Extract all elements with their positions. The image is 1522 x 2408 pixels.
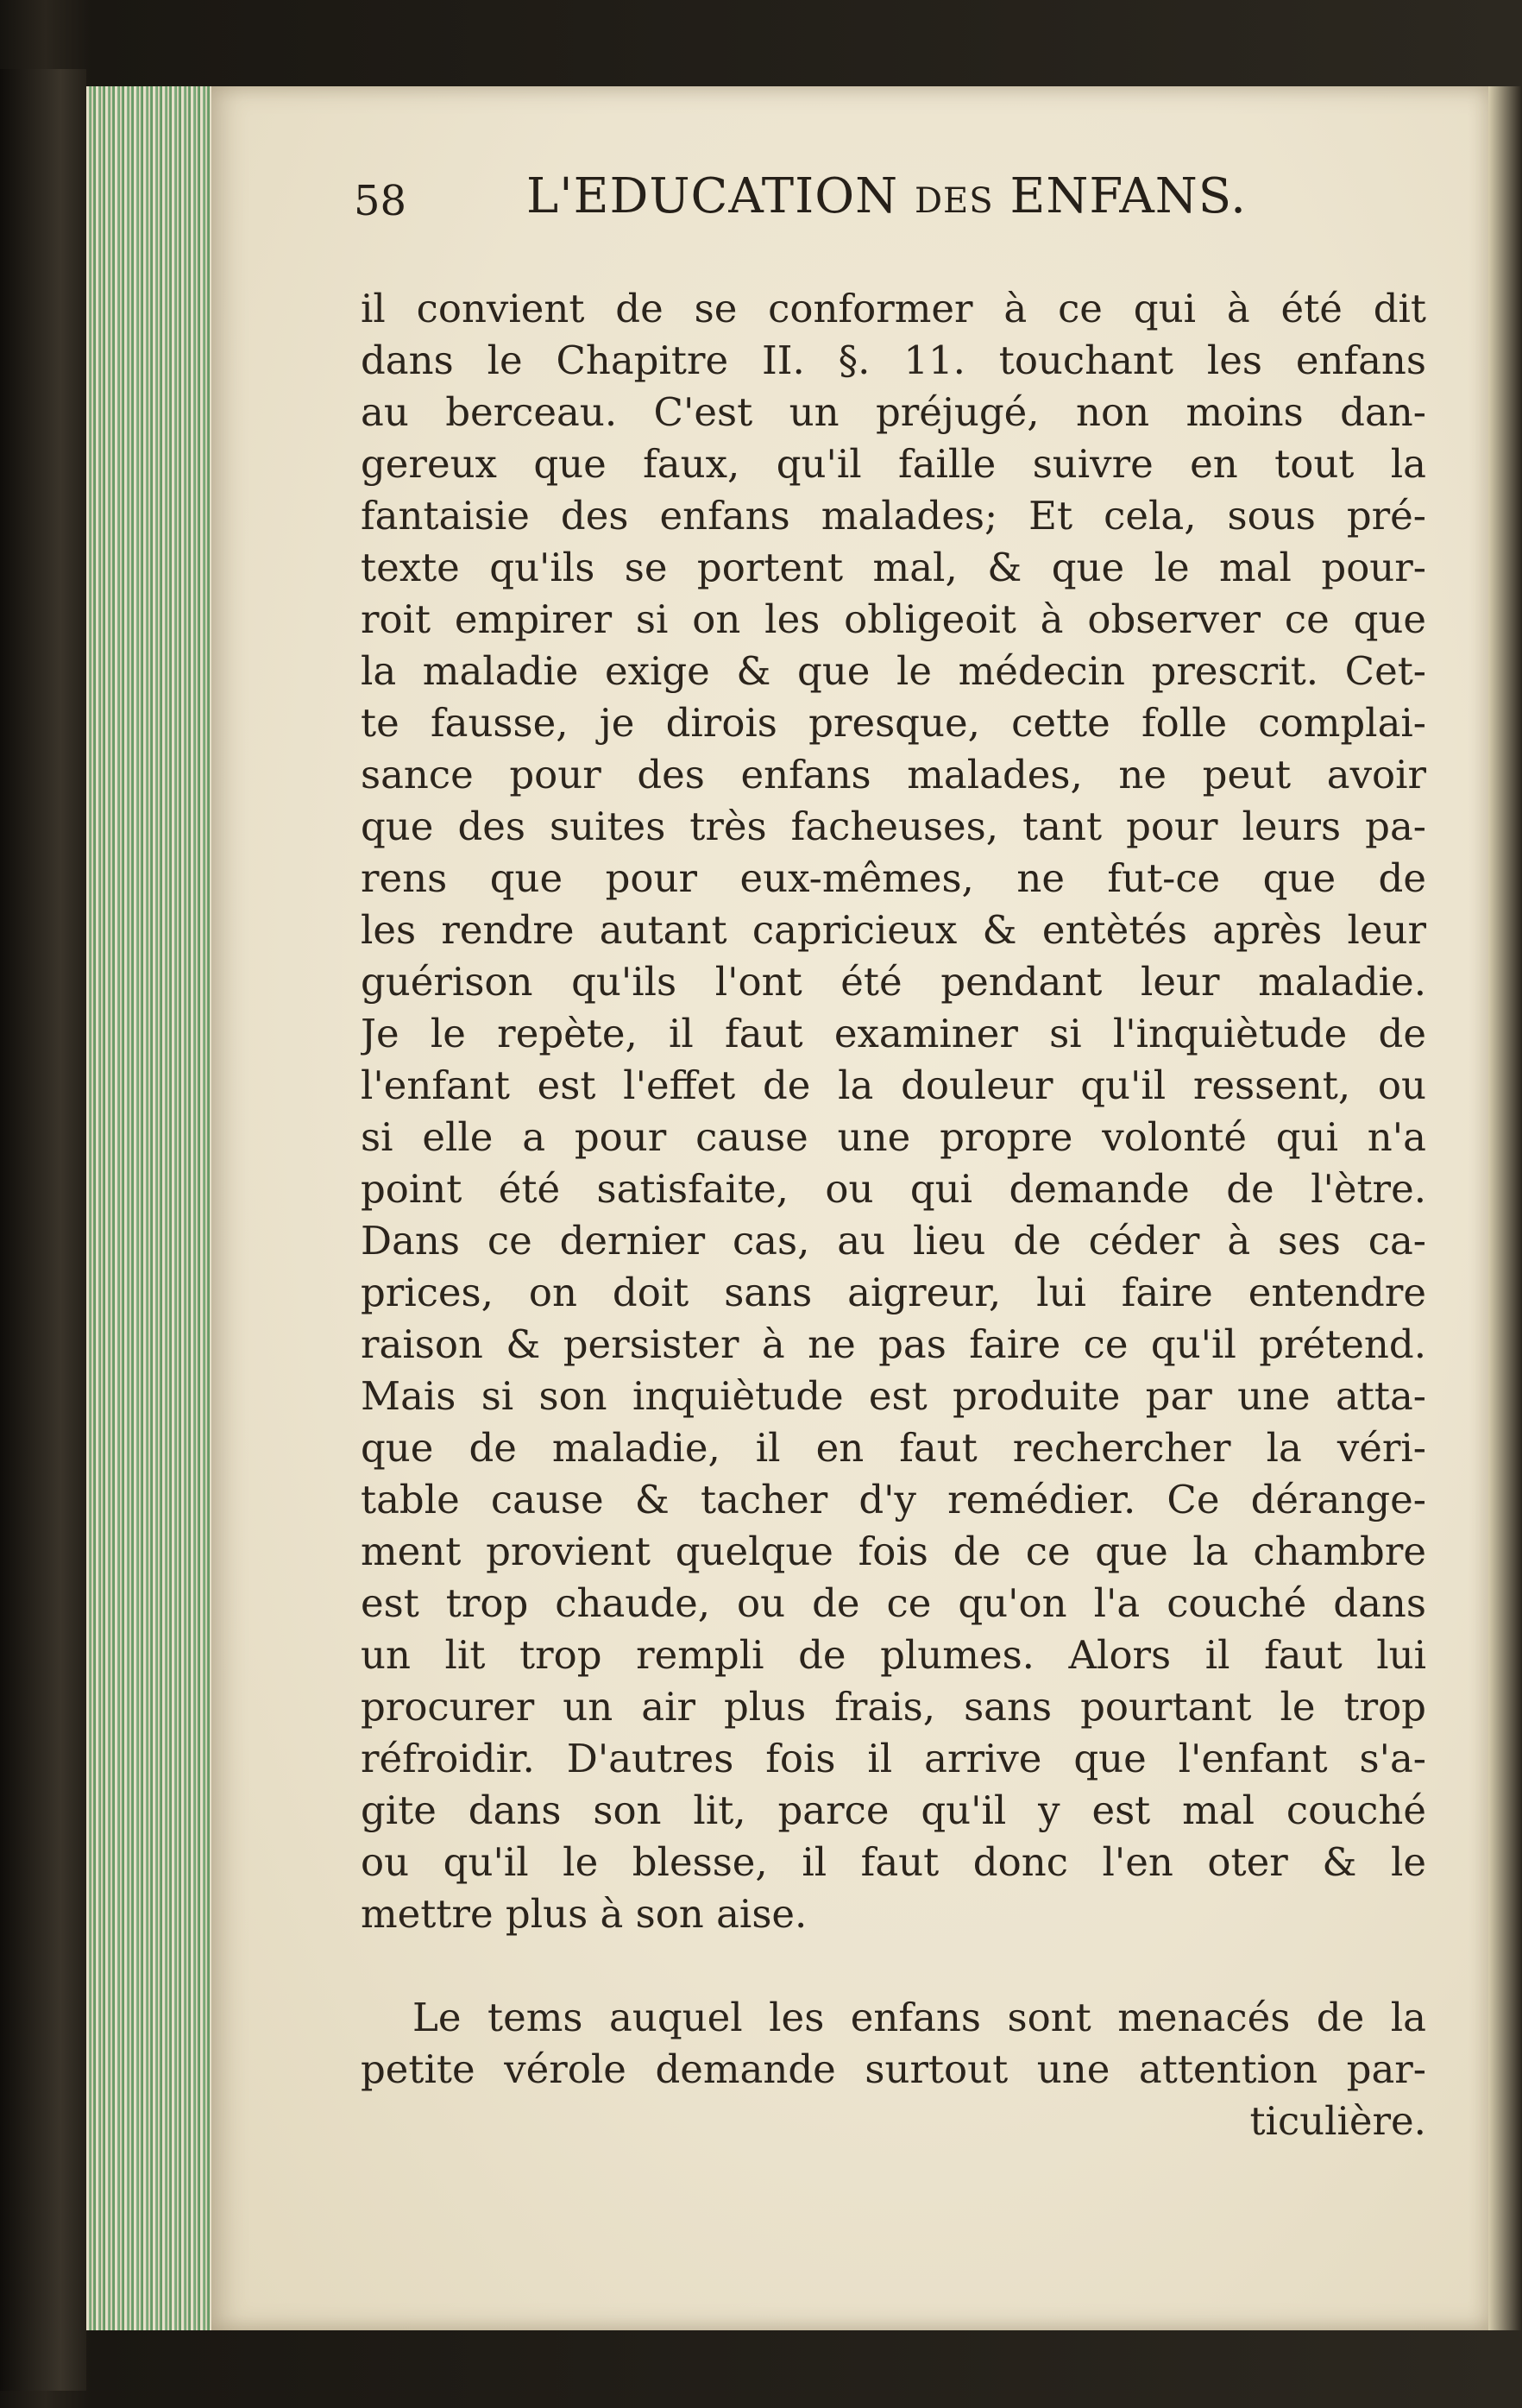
text-line: roit empirer si on les obligeoit à observer ce que [361, 596, 1426, 642]
text-line: est trop chaude, ou de ce qu'on l'a couché dans [361, 1580, 1426, 1626]
text-line: sance pour des enfans malades, ne peut avoir [361, 752, 1426, 797]
text-line: petite vérole demande surtout une attention par- [361, 2046, 1426, 2092]
text-line: texte qu'ils se portent mal, & que le mal pour- [361, 545, 1426, 590]
text-line: gereux que faux, qu'il faille suivre en tout la [361, 441, 1426, 487]
text-line: un lit trop rempli de plumes. Alors il faut lui [361, 1632, 1426, 1678]
text-line: rens que pour eux-mêmes, ne fut-ce que de [361, 855, 1426, 901]
text-line: ticulière. [1249, 2098, 1426, 2144]
text-line: réfroidir. D'autres fois il arrive que l'enfant s'a- [361, 1736, 1426, 1781]
text-line: fantaisie des enfans malades; Et cela, sous pré- [361, 493, 1426, 539]
paragraph-1 [361, 283, 1426, 1940]
page-edges [86, 86, 214, 2330]
text-line: Le tems auquel les enfans sont menacés de la [412, 1995, 1426, 2040]
text-line: te fausse, je dirois presque, cette folle complai- [361, 700, 1426, 746]
paragraph-gap [361, 1940, 1426, 1992]
text-line: les rendre autant capricieux & entètés après leur [361, 907, 1426, 953]
text-line: que de maladie, il en faut rechercher la véri- [361, 1425, 1426, 1471]
paragraph-2 [361, 1992, 1426, 2147]
text-line: guérison qu'ils l'ont été pendant leur maladie. [361, 959, 1426, 1005]
running-title-end: ENFANS. [1009, 168, 1247, 224]
running-title-main: L'EDUCATION [526, 168, 899, 224]
text-line: Mais si son inquiètude est produite par une atta- [361, 1373, 1426, 1419]
text-line: ment provient quelque fois de ce que la chambre [361, 1529, 1426, 1574]
text-line: si elle a pour cause une propre volonté qui n'a [361, 1114, 1426, 1160]
book-cover-edge [0, 69, 86, 2391]
text-line: procurer un air plus frais, sans pourtant le trop [361, 1684, 1426, 1730]
running-title-small: DES [914, 181, 994, 221]
text-line: mettre plus à son aise. [361, 1891, 808, 1937]
text-line: l'enfant est l'effet de la douleur qu'il ressent, ou [361, 1062, 1426, 1108]
text-line: Dans ce dernier cas, au lieu de céder à ses ca- [361, 1218, 1426, 1264]
text-line: prices, on doit sans aigreur, lui faire entendre [361, 1270, 1426, 1315]
running-title [526, 168, 1247, 224]
text-line: que des suites très facheuses, tant pour leurs pa- [361, 804, 1426, 849]
text-line: dans le Chapitre II. §. 11. touchant les enfans [361, 337, 1426, 383]
page-number: 58 [354, 177, 407, 225]
text-line: Je le repète, il faut examiner si l'inquiètude de [361, 1011, 1426, 1056]
page-right-edge [1488, 86, 1522, 2330]
text-line: au berceau. C'est un préjugé, non moins dan- [361, 389, 1426, 435]
text-line: ou qu'il le blesse, il faut donc l'en oter & le [361, 1839, 1426, 1885]
text-line: il convient de se conformer à ce qui à été dit [361, 286, 1426, 331]
text-line: la maladie exige & que le médecin prescrit. Cet- [361, 648, 1426, 694]
text-line: raison & persister à ne pas faire ce qu'il prétend. [361, 1321, 1426, 1367]
text-line: point été satisfaite, ou qui demande de l'ètre. [361, 1166, 1426, 1212]
text-line: gite dans son lit, parce qu'il y est mal couché [361, 1787, 1426, 1833]
body-text [361, 283, 1426, 2147]
text-line: table cause & tacher d'y remédier. Ce dérange- [361, 1477, 1426, 1522]
running-header [354, 168, 1268, 246]
